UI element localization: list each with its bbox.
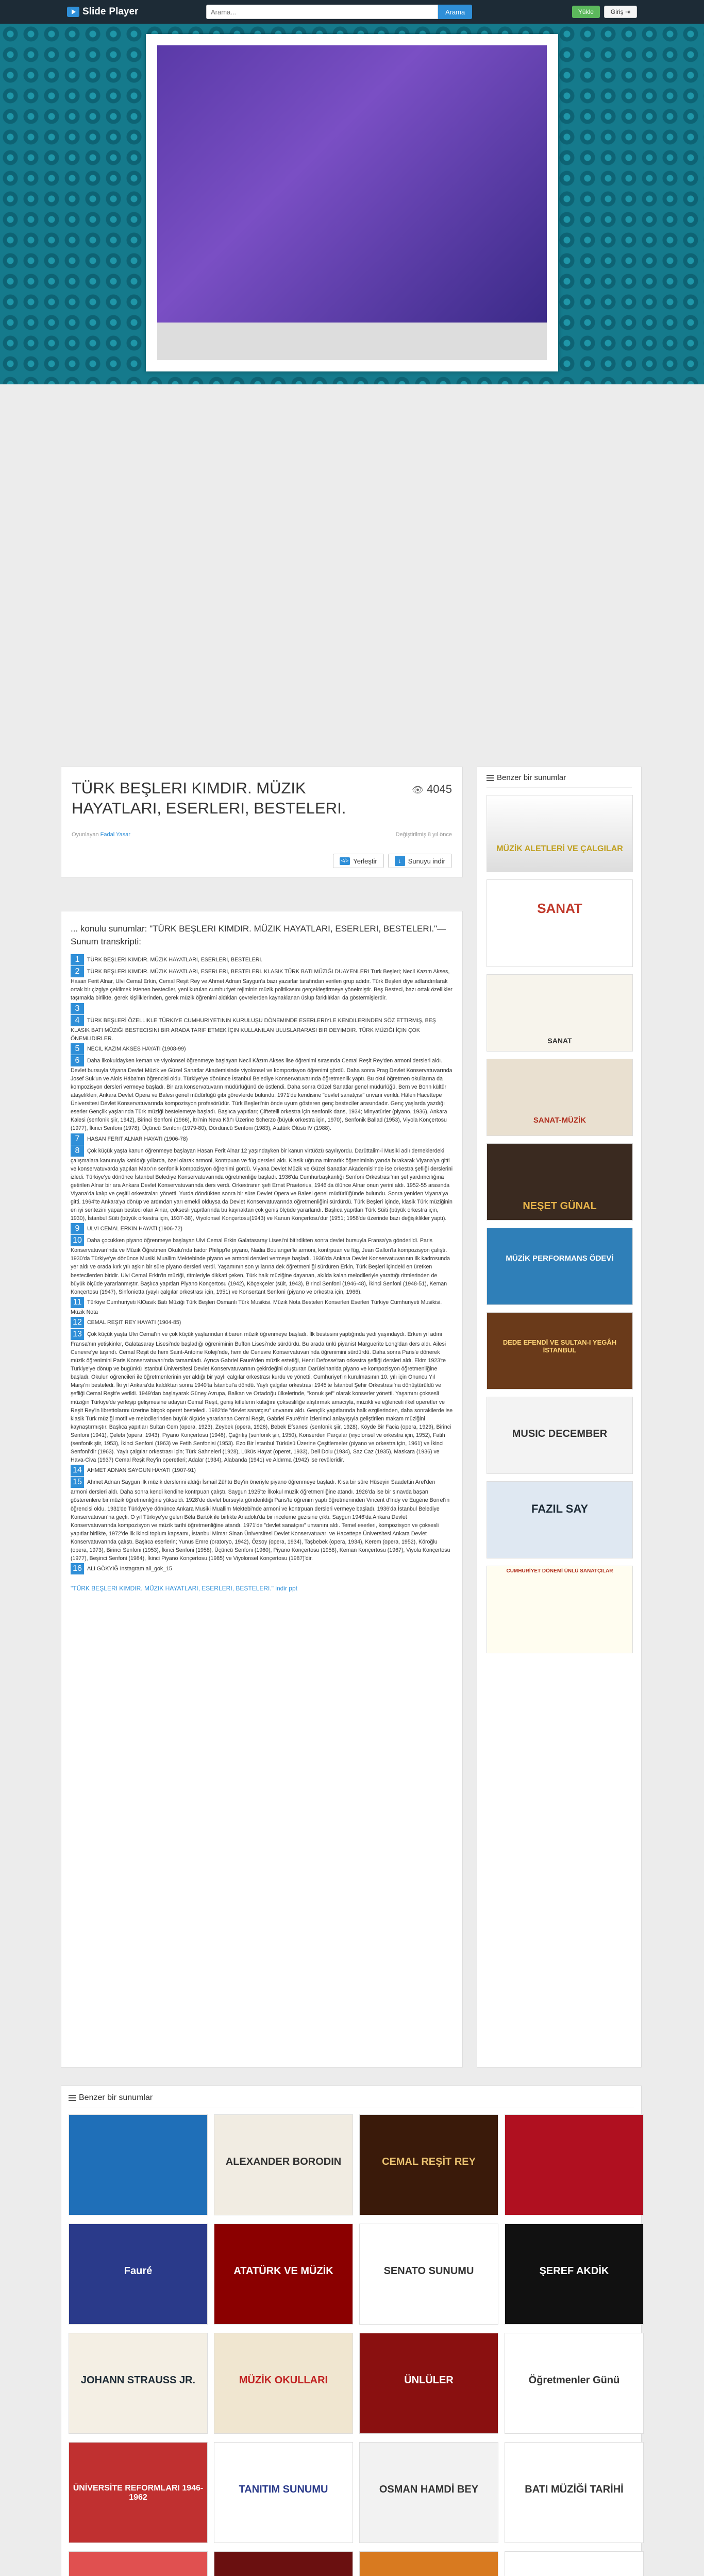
slide-number-badge[interactable]: 10: [71, 1235, 84, 1246]
list-icon: [487, 775, 494, 781]
transcript-list: [71, 954, 453, 1574]
related-presentation-thumb[interactable]: [359, 2551, 498, 2576]
sidebar-presentation-thumb[interactable]: [487, 1059, 633, 1136]
sidebar-thumb-title: MUSIC DECEMBER: [512, 1428, 608, 1439]
related-presentation-thumb[interactable]: [505, 2224, 644, 2325]
login-button-label: Giriş: [610, 8, 624, 15]
related-thumb-title: ŞEREF AKDİK: [539, 2265, 609, 2277]
slide-number-badge[interactable]: 4: [71, 1015, 84, 1026]
transcript-item: [71, 966, 453, 1002]
transcript-item: [71, 954, 453, 965]
transcript-text: ALI GÖKYIĞ Instagram ali_gok_15: [87, 1565, 172, 1572]
search-input[interactable]: [206, 5, 438, 19]
modified-date: Değiştirilmiş 8 yıl önce: [395, 832, 452, 838]
sidebar-presentation-thumb[interactable]: [487, 795, 633, 872]
related-presentation-thumb[interactable]: [214, 2224, 353, 2325]
slide-number-badge[interactable]: 11: [71, 1297, 84, 1308]
transcript-item: [71, 1055, 453, 1133]
transcript-text: AHMET ADNAN SAYGUN HAYATI (1907-91): [87, 1467, 196, 1474]
slide-number-badge[interactable]: 2: [71, 966, 84, 977]
transcript-text: NECIL KAZIM AKSES HAYATI (1908-99): [87, 1045, 186, 1052]
related-thumb-title: MÜZİK OKULLARI: [239, 2375, 328, 2386]
transcript-card: [61, 911, 463, 2067]
logo-play-icon: [67, 7, 79, 17]
transcript-text: Çok küçük yaşta kanun öğrenmeye başlayan Hasan Ferit Alnar 12 yaşındayken bir kanun virtüözü sayılıyordu. Darüttalim-i Musiki adlı derneklerdeki çalışmalara kanunuyla katıldığı yıllarda, özel olarak armoni, kontrpuan ve füg dersleri aldı. Klasik uğruna mimarlık öğreniminin yarıda bırakarak Viyana'ya gitti ve konservatuvarda yapılan Marx'ın senfonik kompozisyon öğrenimi gördü. Viyana Devlet Müzik ve Güzel Sanatlar Akademisi'nde ise orkestra şefliği derslerini izledi. Türkiye'ye dönünce İstanbul Belediye Konservatuvarında öğretmenliğe başladı. 1936'da Cumhurbaşkanlığı Senfoni Orkestrası'nın şef yardımcılığına getirilen Alnar bir ara Ankara Devlet Konservatuvarında ders verdi. Orkestranın şefi Ernst Praetorius, 1946'da ölünce Alnar onun yerini aldı. 1952-55 arasında Viyana'da kalıp ve çeşitli orkestraları yönetti. Yurda döndükten sonra bir süre Devlet Opera ve Balesi genel müdürlüğünde bulundu. Sonra yeniden Viyana'ya gitti. 1964'te Ankara'ya dönüp ve ardından yarı emekli olduysa da Devlet Konservatuvarında öğretmenliğini sürdürdü. Türk Beşleri içinde, klasik Türk müziğinin en iyi sentezini yapan besteci olan Alnar, çoksesli yapıtlarında bu kaynaktan çok geniş ölçüde yararlandı. Başlıca yapıtları Türk Süiti (büyük orkestra için, 1930), İstanbul Süiti (büyük orkestra için, 1937-38), Viyolonsel Konçertosu(1943) ve Kanun Konçertosu'dur (1951; 1958'de üzerinde bazı değişiklikler yaptı).: [71, 1147, 453, 1222]
top-navbar: [0, 0, 704, 24]
related-heading: [69, 2093, 634, 2108]
transcript-text: ULVI CEMAL ERKIN HAYATI (1906-72): [87, 1226, 182, 1232]
transcript-text: Daha çocukken piyano öğrenmeye başlayan Ulvi Cemal Erkin Galatasaray Lisesi'ni bitirdikten sonra devlet bursuyla Fransa'ya gönderildi. Paris Konservatuvarı'nda ve Müzik Öğretmen Okulu'nda Isidor Philipp'le piyano, Nadia Boulanger'le armoni, kontrpuan ve füg, Jean Gallon'la kompozisyon çalıştı. 1930'da Türkiye'ye dönünce Musiki Muallim Mektebinde piyano ve armoni dersleri vermeye başladı. 1936'da Ankara Devlet Konservatuvarının ilk kadrosunda yer aldı ve orada kırk yılı aşkın bir süre piyano dersleri verdi. Yaşamının son yıllarına dek öğretmenliği sürdüren Erkin, Türk Beşleri içindeki en üretken bestecilerden biridir. Ulvi Cemal Erkin'in müziği, ritmleriyle dikkati çeken, Türk halk müziğine dayanan, akılda kalan melodileriyle yarattığı ritmlerinden de büyük ölçüde yararlanmıştır. Başlıca yapıtları Piyano Konçertosu (1942), Köçekçeler (süit, 1943), Birinci Senfoni (1946-48), İkinci Senfoni (1948-51), Keman Konçertosu (1947), Sinfonietta (yaylı çalgılar orkestrası için, 1951) ve Konsertant Senfoni (piyano ve orkestra için, 1966).: [71, 1238, 450, 1295]
download-icon: ↓: [395, 856, 405, 866]
sidebar-list: [487, 795, 632, 1653]
sidebar-heading-text: Benzer bir sunumlar: [497, 773, 566, 782]
sidebar-thumb-title: FAZIL SAY: [531, 1502, 589, 1515]
sidebar-thumb-title: CUMHURİYET DÖNEMİ ÜNLÜ SANATÇILAR: [506, 1568, 613, 1574]
related-presentation-thumb[interactable]: [214, 2333, 353, 2434]
transcript-text: Türkiye Cumhuriyeti KlOasik Batı Müziği Türk Beşleri Osmanlı Türk Musikisi. Müzik Nota Besteleri Konserleri Eserleri Türkiye Cumhuriyeti Musikisi. Müzik Nota: [71, 1299, 442, 1315]
slide-number-badge[interactable]: 9: [71, 1223, 84, 1234]
transcript-item: [71, 1133, 453, 1145]
related-presentation-thumb[interactable]: [214, 2114, 353, 2215]
related-presentations: [61, 2086, 642, 2576]
related-thumb-title: OSMAN HAMDİ BEY: [379, 2484, 479, 2495]
embed-button-label: Yerleştir: [353, 857, 377, 865]
related-thumb-title: BATI MÜZİĞİ TARİHİ: [525, 2484, 624, 2495]
transcript-text: CEMAL REŞIT REY HAYATI (1904-85): [87, 1319, 181, 1326]
transcript-text: Daha ilkokuldayken keman ve viyolonsel öğrenmeye başlayan Necil Kâzım Akses lise öğrenimi sırasında Cemal Reşit Rey'den armoni dersleri aldı. Devlet bursuyla Viyana Devlet Müzik ve Güzel Sanatlar Akademisinde viyolonsel ve kompozisyon öğrenimi gördü. Daha sonra Prag Devlet Konservatuvarında Josef Suk'un ve Alois Hába'nın öğrencisi oldu. Türkiye'ye dönünce İstanbul Belediye Konservatuvarında öğretmenlik yaptı. Bu okul öğretmen okullarına da kompozisyon dersleri vermeye başladı. Bir ara konservatuvarın müdürlüğünü de üstlendi. Daha sonra Güzel Sanatlar genel müdürlüğü, Bern ve Bonn kültür ataşelikleri, Ankara Devlet Opera ve Balesi genel müdürlüğü gibi görevlerde bulundu. 1971'de kendisine "devlet sanatçısı" unvanı verildi. Hâlen Hacettepe Üniversitesi Devlet Konservatuvarında kompozisyon profesörüdür. Türk Beşleri'nin önde uyum gösteren genç besteciler arasındadır. Genç yaşlarda yazdığı eserler Gençlik yaşlarında Türk müziği bestelemeye başladı. Başlıca yapıtları; Çiftetelli orkestra için senfonik dans, 1934; Minyatürler (piyano, 1936), Ankara Kalesi (senfonik şiir, 1942), Birinci Senfoni (1966), İtri'nin Neva Kâr'ı Üzerine Scherzo (büyük orkestra için, 1970), Senfonik Ballad (1953), Viyola Konçertosu (1977), İkinci Senfoni (1978), Üçüncü Senfoni (1979-80), Dördüncü Senfoni (1983), Atatürk Ölüsü IV (1988).: [71, 1057, 452, 1132]
related-heading-text: Benzer bir sunumlar: [79, 2093, 153, 2102]
slide-number-badge[interactable]: 1: [71, 954, 84, 965]
upload-button[interactable]: [572, 6, 600, 18]
related-thumb-title: TANITIM SUNUMU: [239, 2484, 328, 2495]
related-thumb-title: ÜNİVERSİTE REFORMLARI 1946-1962: [73, 2484, 204, 2502]
sidebar-presentation-thumb[interactable]: [487, 1143, 633, 1221]
sidebar-thumb-title: SANAT: [537, 901, 582, 916]
related-grid: [69, 2114, 634, 2576]
document-actions: [333, 854, 452, 868]
related-presentation-thumb[interactable]: [505, 2442, 644, 2543]
transcript-item: [71, 1317, 453, 1328]
author-link[interactable]: Fadal Yasar: [100, 832, 130, 838]
slide-number-badge[interactable]: 13: [71, 1329, 84, 1340]
sidebar-heading: [487, 773, 632, 788]
sidebar-thumb-title: MÜZİK ALETLERİ VE ÇALGILAR: [496, 844, 623, 853]
similar-presentations-sidebar: [477, 767, 642, 2067]
related-thumb-title: Öğretmenler Günü: [528, 2375, 620, 2386]
download-button[interactable]: [388, 854, 452, 868]
sidebar-presentation-thumb[interactable]: [487, 974, 633, 1052]
transcript-heading: ... konulu sunumlar: "TÜRK BEŞLERI KIMDIR. MÜZIK HAYATLARI, ESERLERI, BESTELERI."— Sunum transkripti:: [71, 924, 446, 946]
slide-footer-strip: [157, 323, 547, 360]
sidebar-thumb-title: NEŞET GÜNAL: [523, 1200, 597, 1212]
logo-text-player: Player: [109, 6, 139, 17]
sidebar-thumb-title: SANAT: [547, 1037, 572, 1045]
slide-number-badge[interactable]: 8: [71, 1145, 84, 1157]
transcript-item: [71, 1015, 453, 1043]
login-button[interactable]: [604, 6, 637, 18]
related-thumb-title: JOHANN STRAUSS JR.: [80, 2375, 196, 2386]
sidebar-presentation-thumb[interactable]: [487, 879, 633, 967]
transcript-item: [71, 1043, 453, 1055]
sidebar-presentation-thumb[interactable]: [487, 1228, 633, 1305]
author-prefix: Oyunlayan: [72, 832, 99, 838]
login-icon: ⇥: [625, 8, 630, 15]
related-thumb-title: SENATO SUNUMU: [383, 2265, 474, 2277]
related-presentation-thumb[interactable]: [69, 2114, 208, 2215]
transcript-item: [71, 1145, 453, 1223]
related-presentation-thumb[interactable]: [505, 2333, 644, 2434]
transcript-item: [71, 1235, 453, 1296]
related-presentation-thumb[interactable]: [214, 2551, 353, 2576]
slide-number-badge[interactable]: 12: [71, 1317, 84, 1328]
transcript-text: TÜRK BEŞLERI KIMDIR. MÜZIK HAYATLARI, ESERLERI, BESTELERI. KLASIK TÜRK BATI MÜZIĞI DUAYENLERI Türk Beşleri; Necil Kazım Akses, Hasan Ferit Alnar, Ulvi Cemal Erkin, Cemal Reşit Rey ve Ahmet Adnan Saygun'a bazı yazarlar tarafından verilen grup adıdır. Türk Beşleri diye adlandırılarak ortak bir çizgiye çekilmek istenen besteciler, yeni kurulan cumhuriyet rejiminin müzik politikasını gerçekleştirmeye yönelmiştir. Beş Besteci, bazı ortak özellikler taşımakla birlikte, gerek kişiliklerinden, gerek müzik öğrenimi aldıkları çevrelerden kaynaklanan üslup farklılıkları da göstermişlerdir.: [71, 969, 452, 1002]
transcript-text: TÜRK BEŞLERI KIMDIR. MÜZIK HAYATLARI, ESERLERI, BESTELERI.: [87, 957, 263, 963]
eye-icon: 👁: [412, 785, 424, 795]
sidebar-thumb-title: MÜZİK PERFORMANS ÖDEVİ: [506, 1254, 614, 1263]
related-presentation-thumb[interactable]: [69, 2442, 208, 2543]
related-thumb-title: ATATÜRK VE MÜZİK: [233, 2265, 333, 2277]
sidebar-presentation-thumb[interactable]: [487, 1397, 633, 1474]
related-thumb-title: ÜNLÜLER: [404, 2375, 454, 2386]
view-count-value: 4045: [427, 783, 452, 795]
transcript-text: Çok küçük yaşta Ulvi Cemal'in ve çok küçük yaşlarından itibaren müzik öğrenmeye başladı. İlk bestesini yaptığında yedi yaşındaydı. Erken yıl adını Fransa'nın yetişkinler, Galatasaray Lisesi'nde başladığı öğreniminin Buffon Lisesi'nde sürdürdü. Bu arada ünlü piyanist Marguerite Long'dan ders aldı. Ailesi Cenevre'ye taşındı. Cemal Reşit de hem Saint-Antoine Koleji'nde, hem de Cenevre Konservatuvarı'nda öğrenimini sürdürdü. Daha sonra Paris'e dönerek müzik öğrenimini Paris Konservatuvarı'nda tamamladı. Ayrıca Gabriel Fauré'den müzik estetiği, Henri Defosse'tan orkestra şefliği dersleri aldı. Ekim 1923'te Türkiye'ye dönüp ve bugünkü İstanbul Üniversitesi Devlet Konservatuvarının çekirdeğini oluşturan Darülelhan'da piyano ve kompozisyon öğretmenliğine başladı. Okulun öğrencileri ile öğretmenlerinin yer aldığı bir yaylı çalgılar orkestrası kurdu ve yönetti. Cumhuriyet'in kurulmasının 10. yılı için Onuncu Yıl Marşı'nı besteledi. İki yıl Ankara'da kaldıktan sonra 1940'ta İstanbul'a döndü. Yaylı çalgılar orkestrası 1945'te İstanbul Şehir Orkestrası'na dönüştürüldü ve şefliği Cemal Reşit'e verildi. 1949'dan başlayarak Güney Avrupa, Balkan ve Ortadoğu ülkelerinde, "konuk şef" olarak konserler yönetti. Yaşamını çoksesli müziğin Türkiye'de yerleşip gelişmesine adayan Cemal Reşit, geniş kitlelerin kulağını çoksesliliğe alıştırmak amacıyla, müzikli ve eğlenceli ilkel operetler ve Reşit Rey'in librettolarını üzerine birçok operet besteledi. 1982'de "devlet sanatçısı" unvanını aldı. Gençlik yapıtlarında halk ezgilerinden, daha sonrakilerde ise klasik Türk müziği motif ve melodilerinden büyük ölçüde yararlanan Cemal Reşit, Gabriel Fauré'nin izlenimci anlayışıyla geliştirilen makam müziğini kaynaştırmıştır. Başlıca yapıtları Sultan Cem (opera, 1923), Zeybek (opera, 1926), Bebek Efsanesi (senfonik şiir, 1928), Köyde Bir Facia (opera, 1929), Birinci Senfoni (1941), Çelebi (opera, 1943), Piyano Konçertosu (1946), Çağrılış (senfonik şiir, 1950), Konserden Parçalar (viyolonsel ve orkestra için, 1952), Fatih (senfonik şiir, 1953), İkinci Senfoni (1963) ve Fetih Senfonisi (1953). Ezo Bir İstanbul Türküsü Üzerine Çeşitlemeler (piyano ve orkestra için, 1961) ve İkinci Senfoni'dir (1963). Yaylı çalgılar orkestrası için; Türk Sahneleri (1928), Lüküs Hayat (operet, 1933), Deli Dolu (1934), Saz Caz (1935), Maskara (1936) ve Hava-Civa (1937) Cemal Reşit Rey'in operetleri; Adalar (1934), Alabanda (1941) ve Aldırma (1942) ise revüleridir.: [71, 1331, 453, 1464]
header-search: [206, 5, 472, 19]
slide-number-badge[interactable]: 3: [71, 1003, 84, 1014]
transcript-item: [71, 1223, 453, 1234]
related-presentation-thumb[interactable]: [359, 2333, 498, 2434]
related-presentation-thumb[interactable]: [505, 2551, 644, 2576]
transcript-text: Ahmet Adnan Saygun ilk müzik derslerini aldığı İsmail Zühtü Bey'in öneriyle piyano öğrenmeye başladı. Kısa bir süre Hüseyin Saadettin Arel'den armoni dersleri aldı. Daha sonra kendi kendine kontrpuan çalıştı. Saygun 1925'te İlkokul müzik öğretmenliğine atandı. 1926'da ise bir sınavda başarı gösterenlere bir müzik öğretmenliğine yükseldi. 1928'de devlet bursuyla gönderildiği Paris'te öğrenim yaptı öğretmeninden Vincent d'Indy ve Eugène Borrel'in öğrencisi oldu. 1931'de Türkiye'ye dönünce Ankara Musiki Muallim Mektebi'nde armoni ve kontrpuan dersleri vermeye başladı. 1936'da İstanbul Belediye Konservatuvarı'na geçti. O yıl Türkiye'ye gelen Béla Bartók ile birlikte Anadolu'da bir inceleme gezisine çıktı. Saygun 1946'da Ankara Devlet Konservatuvarında kompozisyon ve müzik tarihi öğretmenliğine atandı. 1971'de "devlet sanatçısı" unvanını aldı. Temel eserleri, kompozisyon ve çoksesli yapıtlar birlikte, 1972'de ilk ikinci toplum kapsamı, İstanbul Mimar Sinan Üniversitesi Devlet Konservatuvarı ve Hacettepe Üniversitesi Ankara Devlet Konservatuvarında çalıştı. Başlıca eserlerin; Yunus Emre (oratoryo, 1942), Özsoy (opera, 1934), Taşbebek (opera, 1934), Kerem (opera, 1952), Köroğlu (opera, 1973), Birinci Senfoni (1953), İkinci Senfoni (1958), Üçüncü Senfoni (1960), Piyano Konçertosu (1958), Keman Konçertosu (1967), Viyola Konçertosu (1977), Beşinci Senfoni (1984), İkinci Piyano Konçertosu (1985) ve Viyolonsel Konçertosu (1987)'dir.: [71, 1479, 450, 1562]
related-thumb-title: ALEXANDER BORODIN: [225, 2156, 342, 2167]
view-count: [412, 783, 452, 796]
embed-button[interactable]: [333, 854, 384, 868]
slide-number-badge[interactable]: 6: [71, 1055, 84, 1066]
slide-number-badge[interactable]: 7: [71, 1133, 84, 1145]
sidebar-presentation-thumb[interactable]: [487, 1481, 633, 1558]
upload-button-label: Yükle: [578, 8, 594, 15]
related-presentation-thumb[interactable]: [69, 2333, 208, 2434]
related-thumb-title: Fauré: [124, 2265, 153, 2277]
logo-text-slide: Slide: [82, 6, 106, 17]
sidebar-presentation-thumb[interactable]: [487, 1312, 633, 1389]
slide-number-badge[interactable]: 15: [71, 1477, 84, 1488]
related-presentation-thumb[interactable]: [69, 2551, 208, 2576]
related-presentation-thumb[interactable]: [359, 2224, 498, 2325]
related-presentation-thumb[interactable]: [359, 2114, 498, 2215]
transcript-text: TÜRK BEŞLERİ ÖZELLIKLE TÜRKIYE CUMHURIYETININ KURULUŞU DÖNEMINDE ESERLERIYLE KENDILERINDEN SÖZ ETTIRMIŞ, BEŞ KLASIK BATI MÜZIĞI BESTECISINI BIR ARADA TARIF ETMEK İÇIN KULLANILAN ULUSLARARASI BIR DEYIMDIR. TÜRK MÜZIĞI İÇIN ÇOK ÖNEMLIDIRLER.: [71, 1017, 436, 1042]
transcript-item: [71, 1465, 453, 1476]
transcript-text: HASAN FERIT ALNAR HAYATI (1906-78): [87, 1136, 188, 1142]
download-button-label: Sunuyu indir: [408, 857, 445, 865]
site-logo[interactable]: [67, 6, 138, 18]
related-thumb-title: CEMAL REŞİT REY: [382, 2156, 476, 2167]
transcript-item: [71, 1003, 453, 1014]
sidebar-thumb-title: DEDE EFENDİ VE SULTAN-I YEGÂH İSTANBUL: [502, 1338, 617, 1354]
transcript-item: [71, 1563, 453, 1574]
sidebar-presentation-thumb[interactable]: [487, 1566, 633, 1653]
related-presentation-thumb[interactable]: [69, 2224, 208, 2325]
code-icon: </>: [340, 857, 350, 865]
header-actions: [572, 6, 637, 18]
search-button[interactable]: Arama: [438, 5, 472, 19]
related-presentation-thumb[interactable]: [214, 2442, 353, 2543]
slide-viewer: [0, 24, 704, 384]
page-title: TÜRK BEŞLERI KIMDIR. MÜZIK HAYATLARI, ESERLERI, BESTELERI.: [72, 779, 346, 817]
slide-number-badge[interactable]: 14: [71, 1465, 84, 1476]
author-row: [72, 832, 130, 838]
document-info-card: [61, 767, 463, 877]
slide-image: [157, 45, 547, 323]
download-ppt-link[interactable]: "TÜRK BEŞLERI KIMDIR. MÜZIK HAYATLARI, ESERLERI, BESTELERI." indir ppt: [71, 1585, 297, 1592]
transcript-item: [71, 1297, 453, 1316]
slide-number-badge[interactable]: 16: [71, 1563, 84, 1574]
list-icon: [69, 2095, 76, 2101]
transcript-item: [71, 1329, 453, 1464]
related-presentation-thumb[interactable]: [359, 2442, 498, 2543]
slide-preview[interactable]: [146, 34, 558, 371]
transcript-item: [71, 1477, 453, 1563]
related-presentation-thumb[interactable]: [505, 2114, 644, 2215]
sidebar-thumb-title: SANAT-MÜZİK: [533, 1116, 586, 1125]
slide-number-badge[interactable]: 5: [71, 1043, 84, 1055]
